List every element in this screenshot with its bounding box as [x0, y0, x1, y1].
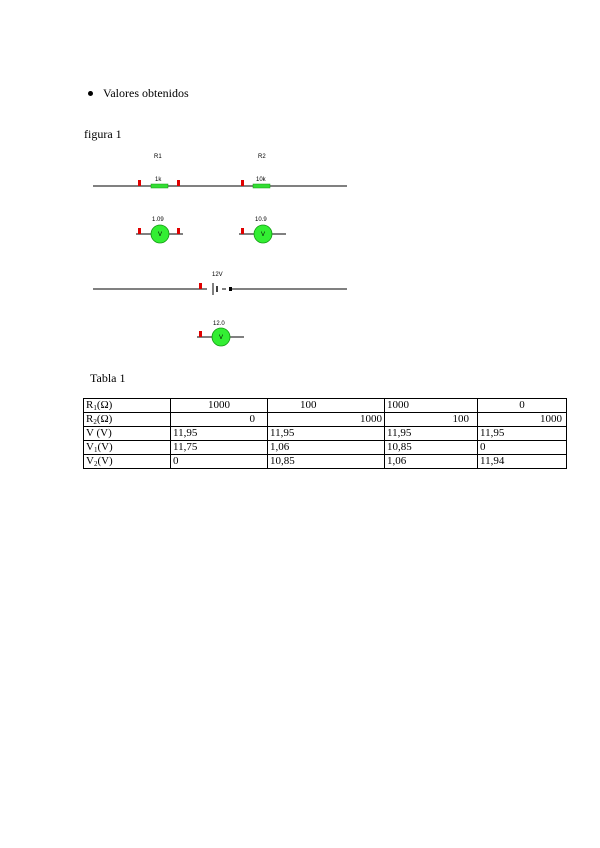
voltmeter-1	[136, 217, 183, 243]
resistor-r2-probe-left	[241, 180, 244, 186]
figure-caption: figura 1	[84, 127, 122, 141]
row-header-tail: (V)	[97, 455, 113, 467]
row-header-main: R	[86, 399, 94, 411]
resistor-r1-name: R1	[154, 154, 162, 160]
voltmeter-1-probe-right	[177, 228, 180, 234]
table-cell: 1000	[478, 413, 567, 427]
table-cell: 1000	[268, 413, 385, 427]
resistor-r2-body	[253, 184, 270, 188]
voltmeter-1-symbol: V	[158, 232, 163, 238]
voltmeter-2-reading: 10.9	[255, 217, 267, 223]
row-header-r1	[84, 399, 171, 413]
table-cell: 0	[478, 399, 567, 413]
table-cell: 100	[385, 413, 478, 427]
row-header-main: V	[86, 455, 94, 467]
circuit-figure	[0, 140, 600, 360]
voltage-source-label: 12V	[212, 272, 223, 278]
row-header-sub: 1	[93, 446, 98, 454]
row-header-tail: (Ω)	[96, 399, 113, 411]
table-row-v2	[84, 455, 567, 469]
source-probe	[199, 283, 202, 289]
resistor-r2-name: R2	[258, 154, 266, 160]
resistor-r2	[241, 154, 270, 188]
resistor-r1-probe-right	[177, 180, 180, 186]
table-cell: 1,06	[268, 441, 385, 455]
voltmeter-1-probe-left	[138, 228, 141, 234]
row-header-main: R	[86, 413, 94, 425]
table-cell: 0	[171, 455, 268, 469]
row-header-main: V (V)	[86, 427, 112, 439]
resistor-r2-value: 10k	[256, 177, 266, 183]
table-cell: 11,75	[171, 441, 268, 455]
bullet-text: Valores obtenidos	[103, 86, 189, 100]
row-header-tail: (Ω)	[96, 413, 113, 425]
table-caption: Tabla 1	[90, 371, 126, 385]
table-cell: 1,06	[385, 455, 478, 469]
table-cell: 0	[171, 413, 268, 427]
voltmeter-2-probe-left	[241, 228, 244, 234]
table-cell: 11,94	[478, 455, 567, 469]
source-terminal	[229, 287, 232, 291]
row-header-main: V	[86, 441, 94, 453]
row-header-sub: 2	[93, 418, 97, 426]
table-cell: 0	[478, 441, 567, 455]
voltmeter-3-symbol: V	[219, 335, 224, 341]
table-cell: 1000	[385, 399, 478, 413]
voltmeter-2	[239, 217, 286, 243]
table-row-r2	[84, 413, 567, 427]
table-cell: 11,95	[478, 427, 567, 441]
table-row-r1	[84, 399, 567, 413]
table-cell: 11,95	[385, 427, 478, 441]
row-header-v2	[84, 455, 171, 469]
resistor-r1-body	[151, 184, 168, 188]
table-cell: 10,85	[268, 455, 385, 469]
table-cell: 100	[268, 399, 385, 413]
voltage-source	[93, 272, 347, 295]
resistor-r1-value: 1k	[155, 177, 162, 183]
row-header-v1	[84, 441, 171, 455]
resistor-r1	[138, 154, 180, 188]
voltmeter-3	[197, 321, 244, 346]
table-cell: 1000	[171, 399, 268, 413]
bullet-dot-icon	[88, 91, 93, 96]
row-header-sub: 1	[93, 404, 97, 412]
bullet-item	[88, 86, 189, 101]
row-header-r2	[84, 413, 171, 427]
voltmeter-3-probe-left	[199, 331, 202, 337]
row-header-sub: 2	[93, 460, 98, 468]
row-header-v	[84, 427, 171, 441]
table-cell: 11,95	[268, 427, 385, 441]
resistor-r1-probe-left	[138, 180, 141, 186]
row-header-tail: (V)	[97, 441, 113, 453]
voltmeter-1-reading: 1.09	[152, 217, 164, 223]
voltmeter-3-reading: 12.0	[213, 321, 225, 327]
table-cell: 10,85	[385, 441, 478, 455]
table-row-v1	[84, 441, 567, 455]
table-cell: 11,95	[171, 427, 268, 441]
results-table	[83, 398, 567, 469]
table-row-v	[84, 427, 567, 441]
voltmeter-2-symbol: V	[261, 232, 266, 238]
